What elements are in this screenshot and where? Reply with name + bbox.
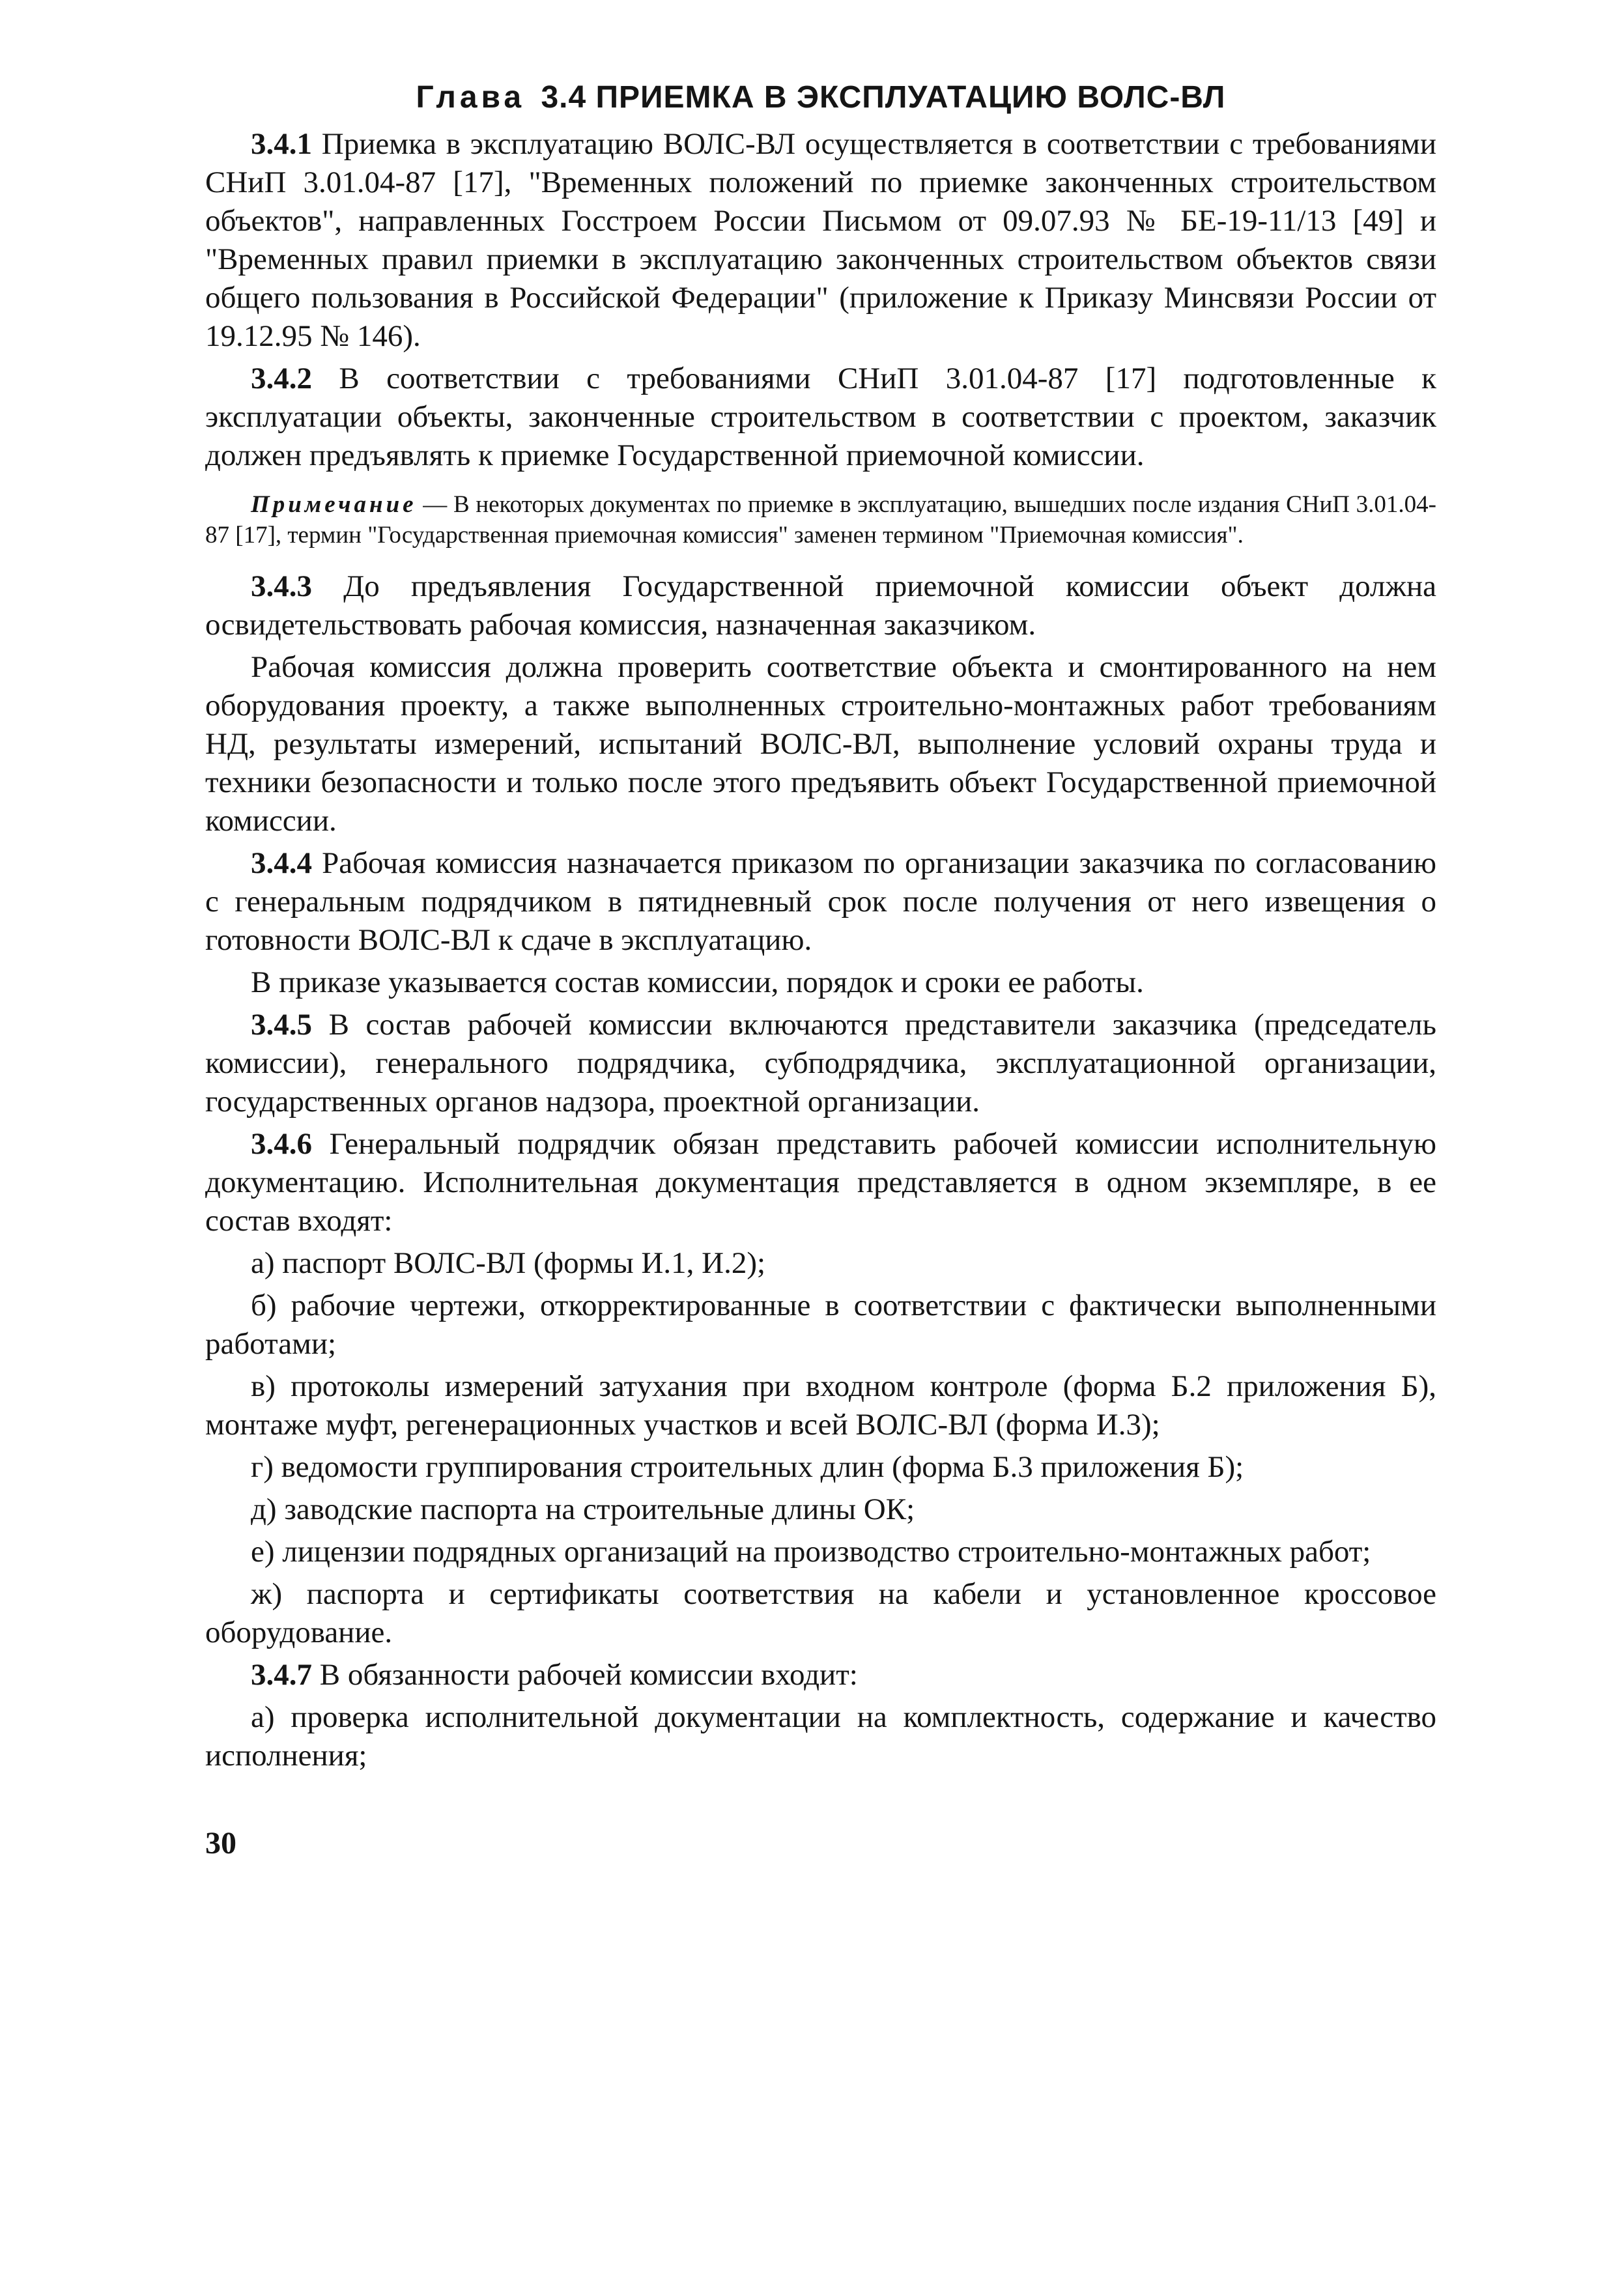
clause-number: 3.4.7 [251, 1658, 312, 1692]
note-text: — В некоторых документах по приемке в эксплуатацию, вышедших после издания СНиП 3.01.04-87 [17], термин "Государственная приемочная комиссия" заменен термином "Приемочная комиссия". [205, 491, 1436, 549]
clause-number: 3.4.4 [251, 846, 312, 880]
paragraph-text: В приказе указывается состав комиссии, порядок и сроки ее работы. [251, 965, 1144, 999]
paragraph-3-4-6 [205, 1125, 1436, 1240]
list-item [205, 1287, 1436, 1363]
list-item [205, 1533, 1436, 1571]
list-item [205, 1490, 1436, 1529]
paragraph-3-4-1 [205, 125, 1436, 356]
list-item [205, 1698, 1436, 1775]
paragraph-text: Приемка в эксплуатацию ВОЛС-ВЛ осуществляется в соответствии с требованиями СНиП 3.01.04-87 [17], "Временных положений по приемке законченных строительством объектов", направленных Госстроем России Письмом от 09.07.93 № БЕ-19-11/13 [49] и "Временных правил приемки в эксплуатацию законченных строительством объектов связи общего пользования в Российской Федерации" (приложение к Приказу Минсвязи России от 19.12.95 № 146). [205, 127, 1436, 353]
list-item-text: б) рабочие чертежи, откорректированные в соответствии с фактически выполненными работами; [205, 1289, 1436, 1361]
note-label: Примечание [251, 491, 417, 518]
list-item [205, 1244, 1436, 1283]
clause-number: 3.4.2 [251, 362, 312, 395]
list-item [205, 1367, 1436, 1444]
clause-number: 3.4.1 [251, 127, 312, 161]
list-item-text: г) ведомости группирования строительных длин (форма Б.3 приложения Б); [251, 1450, 1244, 1484]
paragraph [205, 648, 1436, 840]
list-item-text: ж) паспорта и сертификаты соответствия на кабели и установленное кроссовое оборудование. [205, 1577, 1436, 1649]
list-item-text: д) заводские паспорта на строительные длины ОК; [251, 1492, 915, 1526]
document-page [205, 65, 1436, 2019]
paragraph-text: В обязанности рабочей комиссии входит: [312, 1658, 858, 1692]
paragraph-3-4-2 [205, 360, 1436, 475]
chapter-title [205, 78, 1436, 117]
clause-number: 3.4.3 [251, 569, 312, 603]
note [205, 489, 1436, 550]
paragraph-text: В соответствии с требованиями СНиП 3.01.04-87 [17] подготовленные к эксплуатации объекты, законченные строительством в соответствии с проектом, заказчик должен предъявлять к приемке Государственной приемочной комиссии. [205, 362, 1436, 472]
paragraph-text: Рабочая комиссия должна проверить соответствие объекта и смонтированного на нем оборудования проекту, а также выполненных строительно-монтажных работ требованиям НД, результаты измерений, испытаний ВОЛС-ВЛ, выполнение условий охраны труда и техники безопасности и только после этого предъявить объект Государственной приемочной комиссии. [205, 650, 1436, 838]
list-item-text: в) протоколы измерений затухания при входном контроле (форма Б.2 приложения Б), монтаже муфт, регенерационных участков и всей ВОЛС-ВЛ (форма И.3); [205, 1369, 1436, 1442]
paragraph-3-4-4 [205, 844, 1436, 960]
clause-number: 3.4.5 [251, 1008, 312, 1042]
list-item-text: а) паспорт ВОЛС-ВЛ (формы И.1, И.2); [251, 1246, 766, 1280]
clause-number: 3.4.6 [251, 1127, 312, 1161]
list-item [205, 1448, 1436, 1487]
paragraph-text: В состав рабочей комиссии включаются представители заказчика (председатель комиссии), генерального подрядчика, субподрядчика, эксплуатационной организации, государственных органов надзора, проектной организации. [205, 1008, 1436, 1119]
paragraph [205, 963, 1436, 1002]
paragraph-text: Генеральный подрядчик обязан представить рабочей комиссии исполнительную документацию. Исполнительная документация представляется в одном экземпляре, в ее состав входят: [205, 1127, 1436, 1238]
page-number: 30 [205, 1826, 236, 1860]
paragraph-3-4-5 [205, 1006, 1436, 1121]
paragraph-3-4-3 [205, 567, 1436, 644]
paragraph-text: Рабочая комиссия назначается приказом по организации заказчика по согласованию с генеральным подрядчиком в пятидневный срок после получения от него извещения о готовности ВОЛС-ВЛ к сдаче в эксплуатацию. [205, 846, 1436, 957]
paragraph-text: До предъявления Государственной приемочной комиссии объект должна освидетельствовать рабочая комиссия, назначенная заказчиком. [205, 569, 1436, 642]
list-item-text: е) лицензии подрядных организаций на производство строительно-монтажных работ; [251, 1535, 1371, 1569]
paragraph-3-4-7 [205, 1656, 1436, 1694]
chapter-heading: 3.4 ПРИЕМКА В ЭКСПЛУАТАЦИЮ ВОЛС-ВЛ [541, 80, 1226, 115]
list-item [205, 1575, 1436, 1652]
list-item-text: а) проверка исполнительной документации на комплектность, содержание и качество исполнения; [205, 1700, 1436, 1773]
chapter-prefix: Глава [416, 80, 526, 115]
